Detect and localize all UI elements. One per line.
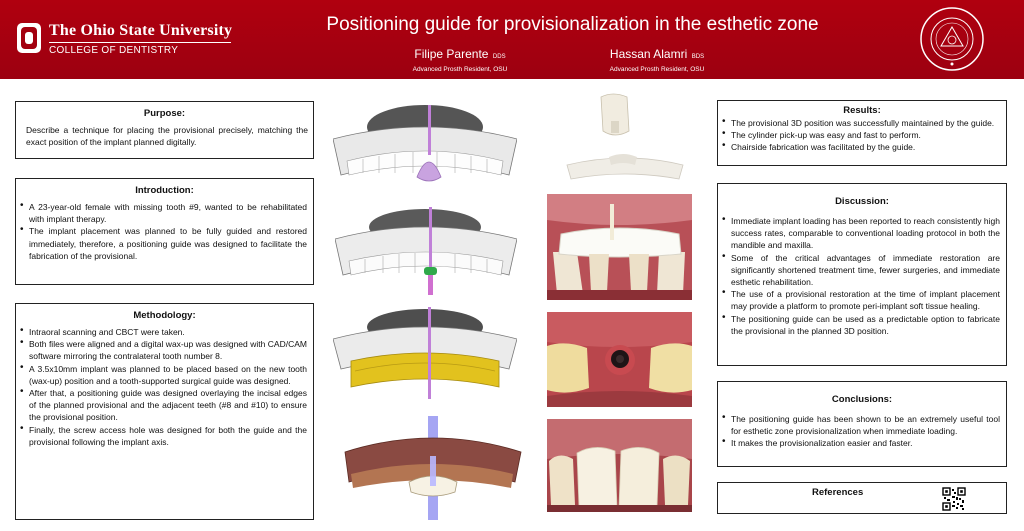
qr-code-icon[interactable]	[942, 487, 966, 511]
author-affiliation: Advanced Prosth Resident, OSU	[412, 66, 508, 73]
list-item: • The positioning guide can be used as a predictable option to fabricate the provisional in the planned 3D position.	[722, 313, 1000, 337]
list-item: • The implant placement was planned to be fully guided and restored immediately, therefore, a positioning guide was designed to facilitate the fabrication of the provisional.	[20, 225, 307, 262]
panel-title: Conclusions:	[831, 394, 893, 405]
panel-title: Methodology:	[133, 310, 196, 321]
results-list	[718, 117, 1006, 154]
author-affiliation: Advanced Prosth Resident, OSU	[609, 66, 705, 73]
purpose-text: Describe a technique for placing the provisional precisely, matching the exact position of the implant planned digitally.	[26, 125, 308, 148]
panel-title: Discussion:	[835, 196, 889, 207]
results-panel	[717, 100, 1007, 166]
provisional-and-guide-photo	[565, 91, 685, 186]
university-name: The Ohio State University	[49, 22, 233, 39]
introduction-panel	[15, 178, 314, 285]
references-panel	[717, 482, 1007, 514]
panel-title: Introduction:	[135, 185, 194, 196]
methodology-list	[16, 326, 313, 448]
list-item: • The use of a provisional restoration at the time of implant placement may provide a platform to promote peri-implant soft tissue healing.	[722, 288, 1000, 312]
list-item: • Immediate implant loading has been reported to reach consistently high success rates, comparable to conventional loading protocol in both the mandible and maxilla.	[722, 215, 1000, 252]
list-item: • Finally, the screw access hole was designed for both the guide and the provisional following the implant axis.	[20, 424, 307, 448]
panel-title: Results:	[843, 105, 881, 116]
list-item: • A 23-year-old female with missing tooth #9, wanted to be rehabilitated with implant therapy.	[20, 201, 307, 225]
conclusions-list	[718, 413, 1006, 450]
final-restoration-photo	[547, 419, 692, 512]
list-item: • A 3.5x10mm implant was planned to be placed based on the new tooth (wax-up) position and a tooth-supported surgical guide was designed.	[20, 363, 307, 387]
author-degree: BDS	[691, 54, 705, 60]
author-1	[400, 45, 520, 73]
methodology-panel	[15, 303, 314, 520]
positioning-guide-model	[337, 416, 523, 520]
author-name: Filipe Parente	[414, 47, 489, 61]
author-name: Hassan Alamri	[609, 47, 688, 61]
list-item: • Chairside fabrication was facilitated by the guide.	[722, 141, 1000, 153]
implant-planning-model	[335, 205, 517, 297]
osu-block-o-logo	[17, 23, 41, 53]
digital-waxup-model	[333, 101, 517, 187]
implant-site-photo	[547, 312, 692, 407]
introduction-list	[16, 201, 313, 262]
conclusions-panel	[717, 381, 1007, 467]
list-item: • It makes the provisionalization easier and faster.	[722, 437, 1000, 449]
college-seal-icon	[919, 6, 985, 72]
list-item: • The provisional 3D position was successfully maintained by the guide.	[722, 117, 1000, 129]
discussion-list	[718, 215, 1006, 337]
list-item: • After that, a positioning guide was designed overlaying the incisal edges of the planned provisional and the adjacent teeth (#8 and #10) to ensure the provisional position.	[20, 387, 307, 424]
list-item: • Both files were aligned and a digital wax-up was designed with CAD/CAM software mirroring the contralateral tooth number 8.	[20, 338, 307, 362]
author-2	[597, 45, 717, 73]
panel-title: References	[812, 487, 864, 498]
discussion-panel	[717, 183, 1007, 366]
list-item: • Intraoral scanning and CBCT were taken.	[20, 326, 307, 338]
purpose-panel	[15, 101, 314, 159]
poster-title: Positioning guide for provisionalization in the esthetic zone	[326, 14, 819, 35]
list-item: • The positioning guide has been shown to be an extremely useful tool for esthetic zone provisionalization when immediate loading.	[722, 413, 1000, 437]
author-degree: DDS	[492, 54, 506, 60]
poster-header	[0, 0, 1024, 79]
college-name: COLLEGE OF DENTISTRY	[49, 42, 231, 56]
list-item: • Some of the critical advantages of immediate restoration are significantly shortened treatment time, fewer surgeries, and immediate esthetic rehabilitation.	[722, 252, 1000, 289]
surgical-guide-model	[333, 305, 517, 401]
guide-in-mouth-photo	[547, 194, 692, 300]
list-item: • The cylinder pick-up was easy and fast to perform.	[722, 129, 1000, 141]
panel-title: Purpose:	[143, 108, 186, 119]
